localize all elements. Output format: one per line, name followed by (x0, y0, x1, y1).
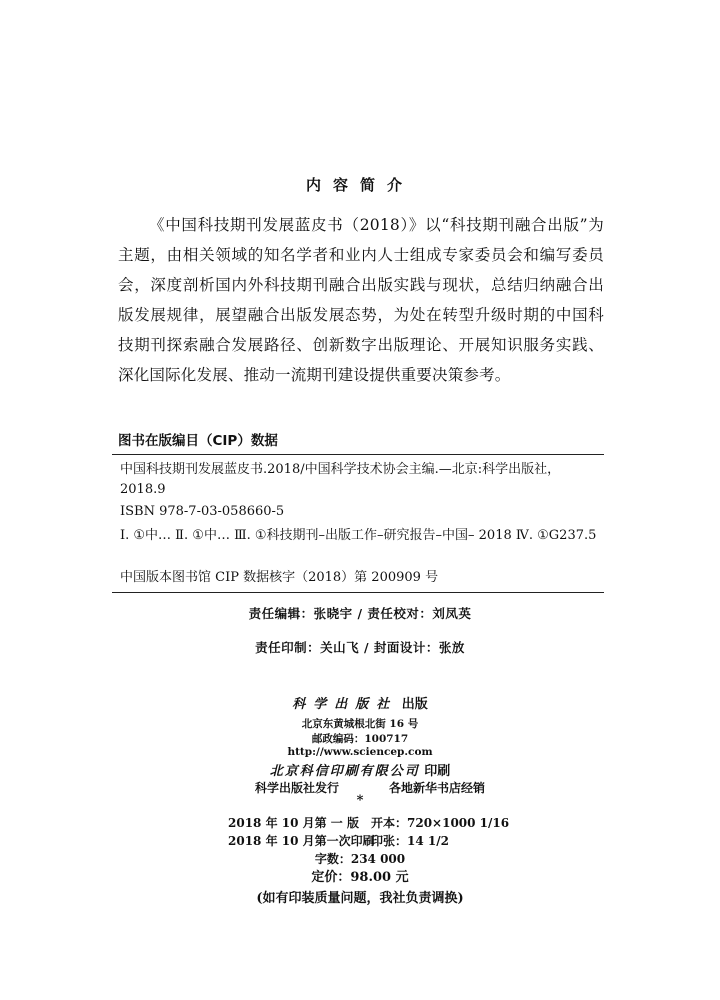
cip-title-line: 中国科技期刊发展蓝皮书.2018/中国科学技术协会主编.—北京:科学出版社，2018.9 (120, 462, 561, 497)
format-info: 开本：720×1000 1/16 (371, 816, 510, 830)
summary-title: 内容简介 (305, 176, 414, 194)
separator-star: * (356, 793, 364, 808)
publisher-suffix: 出版 (401, 697, 428, 712)
sheets-info: 印张：14 1/2 (371, 834, 449, 848)
publisher-address: 北京东黄城根北街 16 号 (301, 718, 419, 730)
summary-body: 《中国科技期刊发展蓝皮书（2018）》以“科技期刊融合出版”为主题，由相关领域的知名学者和业内人士组成专家委员会和编写委员会，深度剖析国内外科技期刊融合出版实践与现状，总结归纳融合出版发展规律，展望融合出版发展态势，为处在转型升级时期的中国科技期刊探索融合发展路径、创新数字出版理论、开展知识服务实践、深化国际化发展、推动一流期刊建设提供重要决策参考。 (118, 216, 604, 384)
cip-heading: 图书在版编目（CIP）数据 (118, 433, 278, 449)
cip-isbn-line: ISBN 978-7-03-058660-5 (120, 504, 285, 519)
printer-name: 北京科信印刷有限公司 (269, 764, 420, 779)
publisher-name: 科学出版社 (292, 697, 398, 712)
wordcount-info: 字数：234 000 (314, 852, 406, 866)
publisher-website: http://www.sciencep.com (287, 746, 433, 758)
cip-classification-line: Ⅰ. ①中… Ⅱ. ①中… Ⅲ. ①科技期刊–出版工作–研究报告–中国– 2018 Ⅳ. ①G237.5 (120, 528, 597, 543)
printer-suffix: 印刷 (424, 764, 451, 779)
cip-record-line: 中国版本图书馆 CIP 数据核字（2018）第 200909 号 (120, 570, 439, 585)
cip-data-box (112, 454, 604, 593)
issuer: 科学出版社发行 (255, 781, 340, 795)
publisher-postcode: 邮政编码：100717 (311, 733, 409, 745)
seller: 各地新华书店经销 (388, 781, 485, 795)
edition-info: 2018 年 10 月第 一 版 (228, 816, 359, 830)
production-credits: 责任印制：关山飞 / 封面设计：张放 (255, 640, 465, 655)
price-info: 定价：98.00 元 (311, 870, 409, 885)
printer-line (0, 760, 720, 779)
printing-info: 2018 年 10 月第一次印刷 (228, 834, 375, 848)
editor-credits: 责任编辑：张晓宇 / 责任校对：刘凤英 (248, 606, 472, 621)
publisher-line (0, 693, 720, 712)
quality-note: (如有印装质量问题，我社负责调换) (256, 891, 464, 906)
